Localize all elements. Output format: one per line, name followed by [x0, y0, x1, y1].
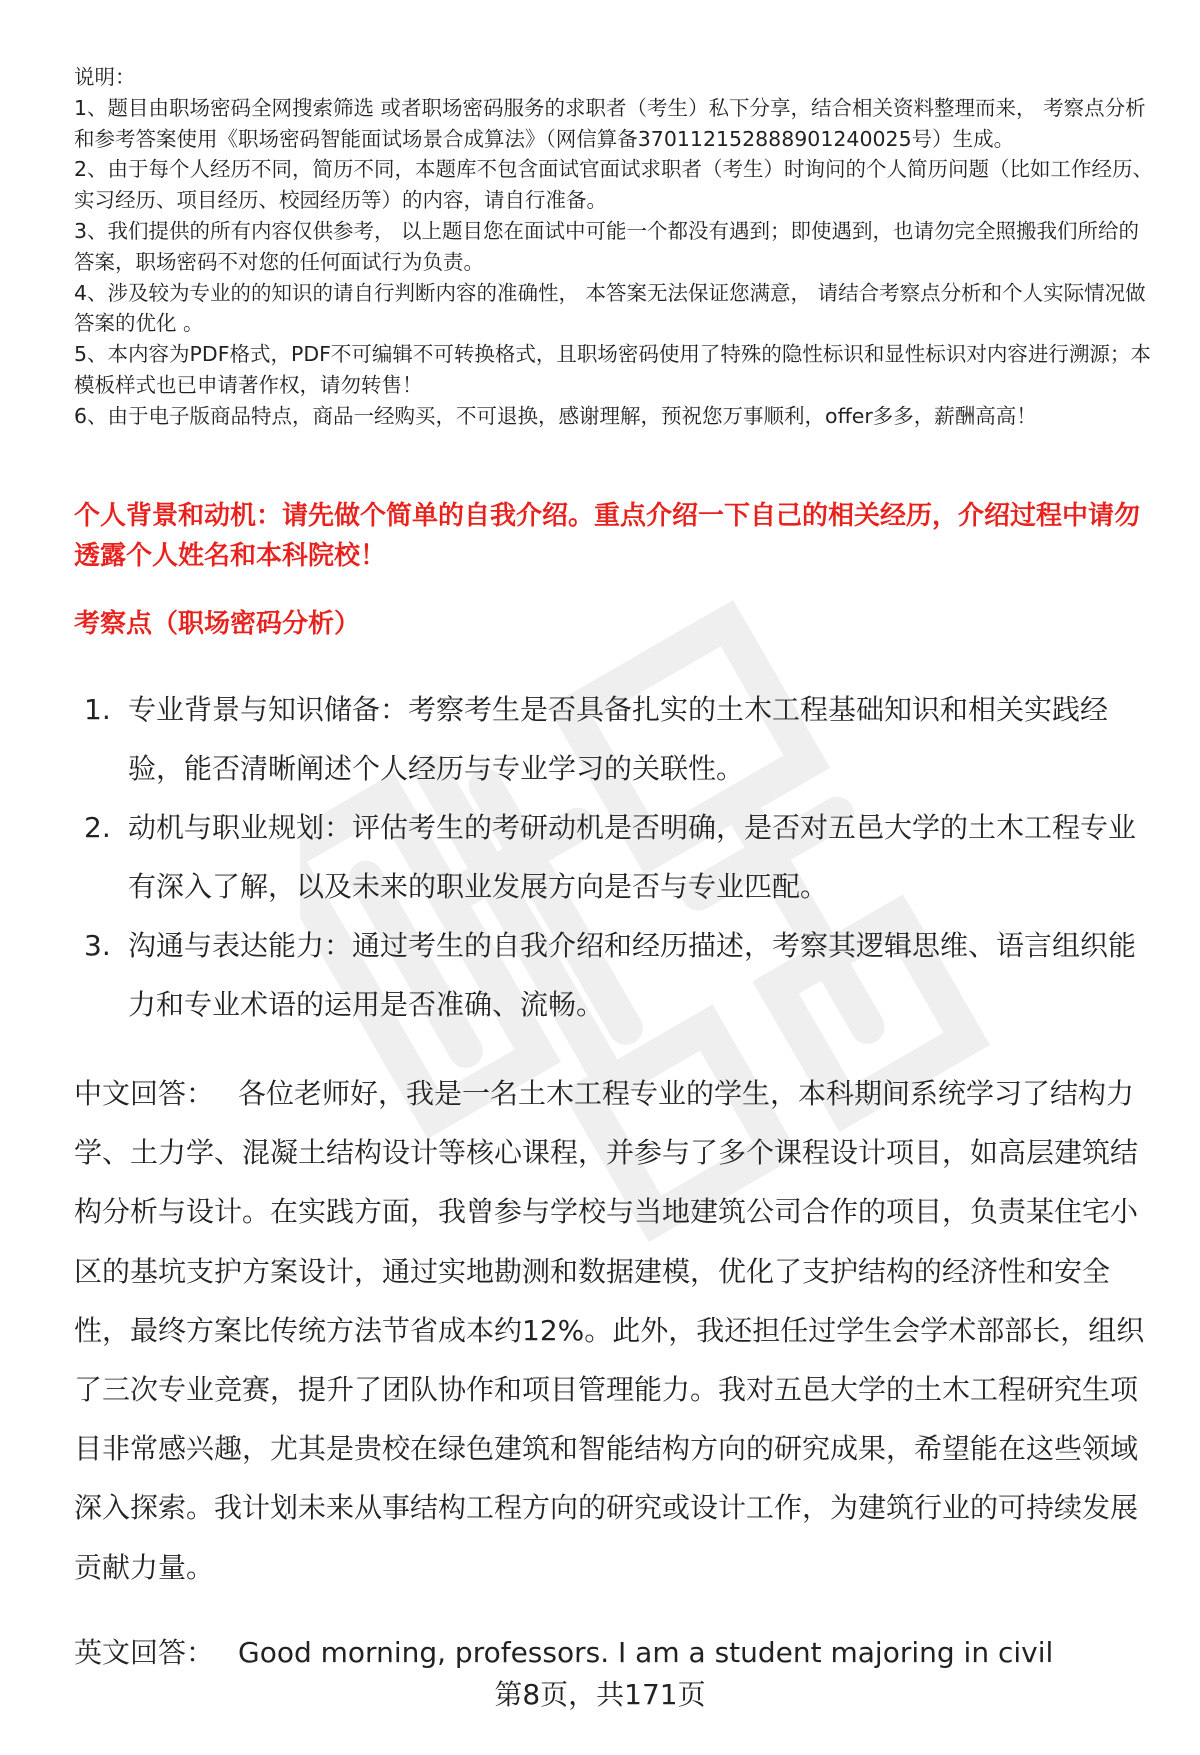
chinese-answer	[74, 1064, 1154, 1597]
notes-item-2: 2、由于每个人经历不同，简历不同，本题库不包含面试官面试求职者（考生）时询问的个人简历问题（比如工作经历、实习经历、项目经历、校园经历等）的内容，请自行准备。	[74, 157, 1154, 213]
analysis-points-list	[74, 680, 1154, 1034]
interview-question: 个人背景和动机：请先做个简单的自我介绍。重点介绍一下自己的相关经历，介绍过程中请勿透露个人姓名和本科院校！	[74, 501, 1141, 571]
analysis-point	[74, 680, 1154, 798]
chinese-answer-text: 各位老师好，我是一名土木工程专业的学生，本科期间系统学习了结构力学、土力学、混凝土结构设计等核心课程，并参与了多个课程设计项目，如高层建筑结构分析与设计。在实践方面，我曾参与学校与当地建筑公司合作的项目，负责某住宅小区的基坑支护方案设计，通过实地勘测和数据建模，优化了支护结构的经济性和安全性，最终方案比传统方法节省成本约12%。此外，我还担任过学生会学术部部长，组织了三次专业竞赛，提升了团队协作和项目管理能力。我对五邑大学的土木工程研究生项目非常感兴趣，尤其是贵校在绿色建筑和智能结构方向的研究成果，希望能在这些领域深入探索。我计划未来从事结构工程方向的研究或设计工作，为建筑行业的可持续发展贡献力量。	[74, 1077, 1145, 1584]
analysis-point	[74, 798, 1154, 916]
analysis-point	[74, 916, 1154, 1034]
notes-item-1: 1、题目由职场密码全网搜索筛选 或者职场密码服务的求职者（考生）私下分享，结合相关资料整理而来， 考察点分析和参考答案使用《职场密码智能面试场景合成算法》（网信算备370112152888901240025号）生成。	[74, 95, 1146, 151]
analysis-heading: 考察点（职场密码分析）	[74, 609, 361, 639]
notes-item-6: 6、由于电子版商品特点，商品一经购买，不可退换，感谢理解，预祝您万事顺利，offer多多，薪酬高高！	[74, 403, 1037, 428]
notes-item-5: 5、本内容为PDF格式，PDF不可编辑不可转换格式，且职场密码使用了特殊的隐性标识和显性标识对内容进行溯源；本模板样式也已申请著作权，请勿转售！	[74, 342, 1151, 397]
chinese-answer-label: 中文回答：	[74, 1077, 215, 1110]
page-number-footer: 第8页，共171页	[494, 1678, 706, 1711]
notes-title: 说明：	[74, 65, 136, 89]
point-text: 动机与职业规划：评估考生的考研动机是否明确，是否对五邑大学的土木工程专业有深入了解，以及未来的职业发展方向是否与专业匹配。	[128, 811, 1137, 903]
point-text: 沟通与表达能力：通过考生的自我介绍和经历描述，考察其逻辑思维、语言组织能力和专业术语的运用是否准确、流畅。	[128, 929, 1137, 1021]
english-answer	[74, 1631, 1154, 1675]
english-answer-text: Good morning, professors. I am a student majoring in civil	[238, 1636, 1054, 1669]
point-number: 3.	[84, 929, 111, 962]
notes-item-3: 3、我们提供的所有内容仅供参考， 以上题目您在面试中可能一个都没有遇到；即使遇到，也请勿完全照搬我们所给的答案，职场密码不对您的任何面试行为负责。	[74, 218, 1140, 274]
point-number: 1.	[84, 693, 111, 726]
notes-item-4: 4、涉及较为专业的的知识的请自行判断内容的准确性， 本答案无法保证您满意， 请结合考察点分析和个人实际情况做答案的优化 。	[74, 280, 1146, 336]
point-text: 专业背景与知识储备：考察考生是否具备扎实的土木工程基础知识和相关实践经验，能否清晰阐述个人经历与专业学习的关联性。	[128, 693, 1109, 785]
english-answer-label: 英文回答：	[74, 1636, 215, 1669]
point-number: 2.	[84, 811, 111, 844]
disclaimer-notes	[74, 62, 1154, 432]
